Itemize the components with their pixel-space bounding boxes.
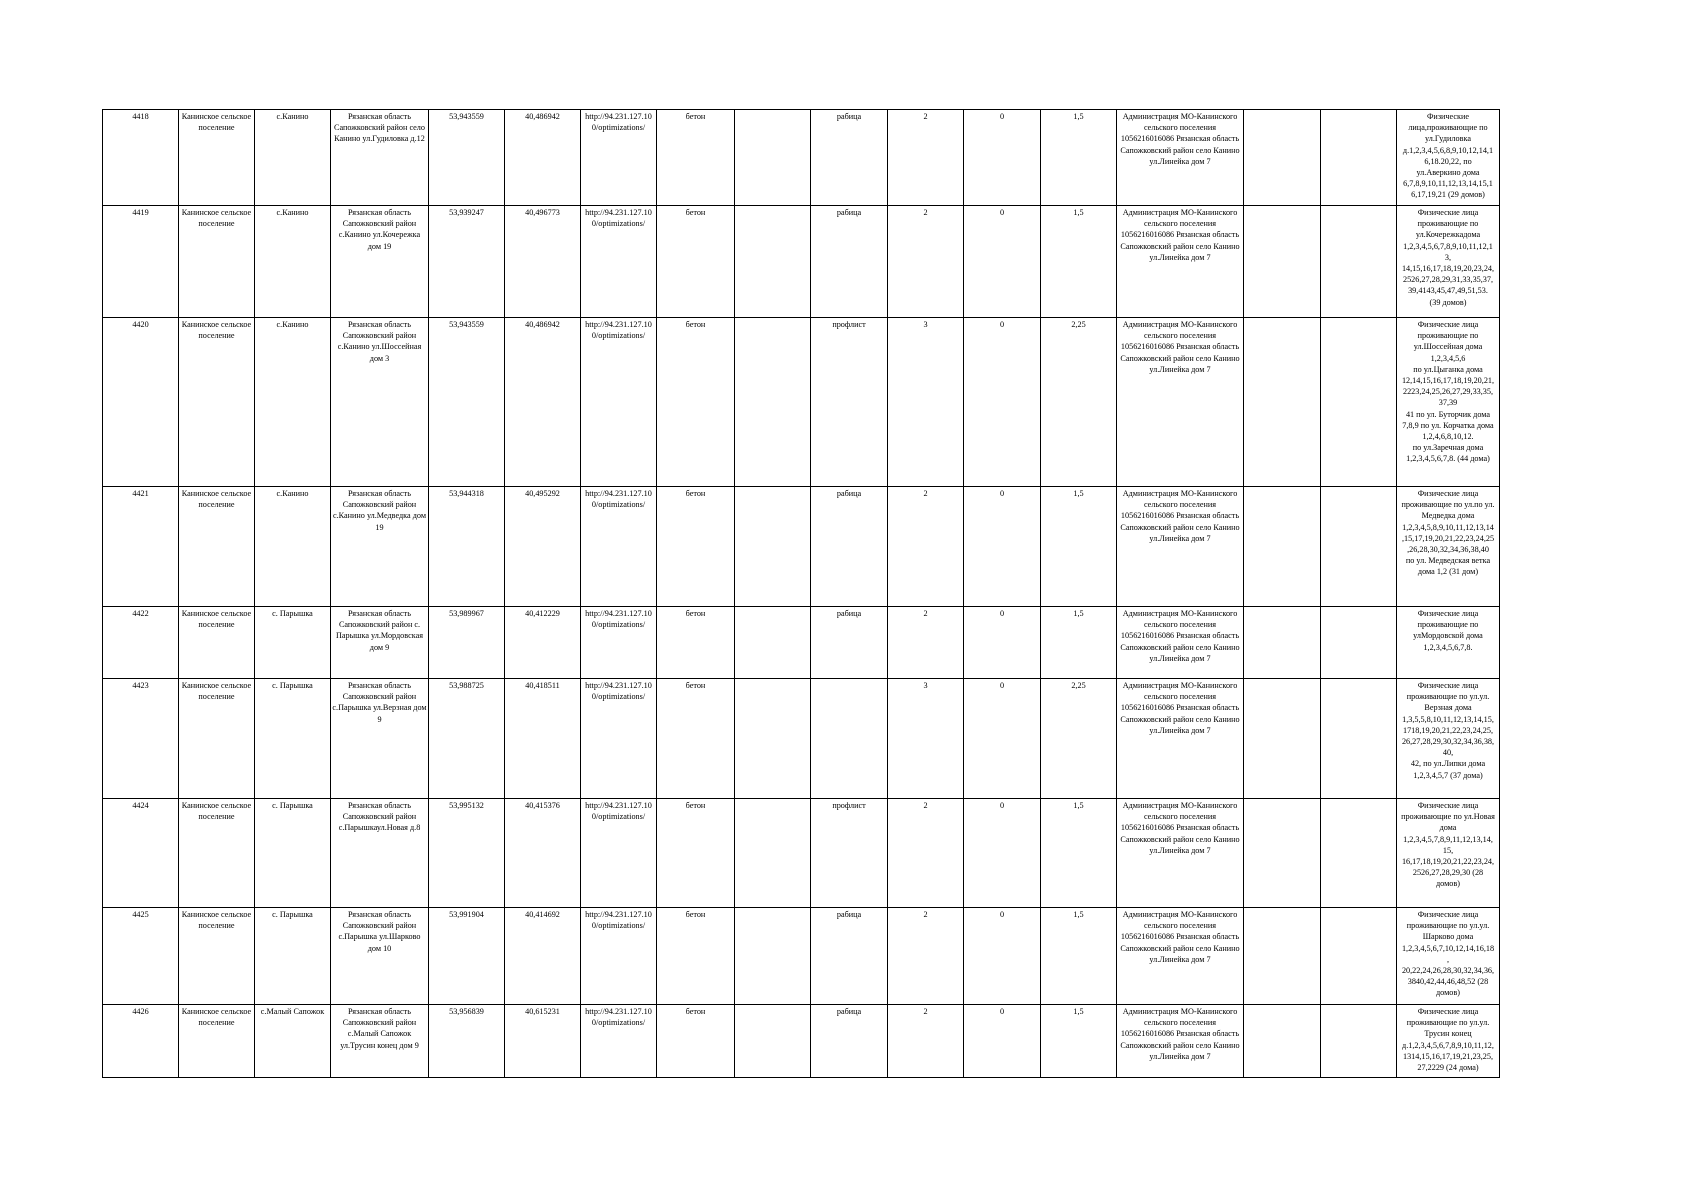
- empty-cell: [735, 799, 811, 908]
- owner-cell: Администрация МО-Канинского сельского поселения 1056216016086 Рязанская область Сапожковский район село Канино ул.Линейка дом 7: [1117, 1005, 1244, 1078]
- empty-cell: [735, 679, 811, 799]
- zero-cell: 0: [964, 110, 1041, 206]
- latitude-cell: 53,939247: [429, 206, 505, 318]
- container-sites-table: [102, 109, 1500, 1078]
- container-count-cell: 2: [888, 206, 964, 318]
- fence-material-cell: рабица: [811, 206, 888, 318]
- owner-cell: Администрация МО-Канинского сельского поселения 1056216016086 Рязанская область Сапожковский район село Канино ул.Линейка дом 7: [1117, 110, 1244, 206]
- row-number: 4418: [103, 110, 179, 206]
- fence-material-cell: профлист: [811, 799, 888, 908]
- served-residents-cell: Физические лица проживающие по ул.по ул. Медведка дома 1,2,3,4,5,8,9,10,11,12,13,14 ,15,17,19,20,21,22,23,24,25 ,26,28,30,32,34,36,38,40 по ул. Медведская ветка дома 1,2 (31 дом): [1397, 487, 1500, 607]
- empty-cell: [1244, 206, 1321, 318]
- volume-cell: 1,5: [1041, 799, 1117, 908]
- address-cell: Рязанская область Сапожковский район с.Парышка ул.Шарково дом 10: [331, 908, 429, 1005]
- url-cell: http://94.231.127.10 0/optimizations/: [581, 318, 657, 487]
- url-cell: http://94.231.127.10 0/optimizations/: [581, 679, 657, 799]
- container-count-cell: 2: [888, 487, 964, 607]
- surface-cell: бетон: [657, 110, 735, 206]
- fence-material-cell: рабица: [811, 1005, 888, 1078]
- settlement-cell: Канинское сельское поселение: [179, 908, 255, 1005]
- village-cell: с.Канино: [255, 206, 331, 318]
- surface-cell: бетон: [657, 908, 735, 1005]
- row-number: 4424: [103, 799, 179, 908]
- latitude-cell: 53,991904: [429, 908, 505, 1005]
- url-cell: http://94.231.127.10 0/optimizations/: [581, 607, 657, 679]
- latitude-cell: 53,943559: [429, 318, 505, 487]
- table-row: [103, 487, 1500, 607]
- address-cell: Рязанская область Сапожковский район с.Канино ул.Медведка дом 19: [331, 487, 429, 607]
- fence-material-cell: профлист: [811, 318, 888, 487]
- table-row: [103, 799, 1500, 908]
- longitude-cell: 40,418511: [505, 679, 581, 799]
- row-number: 4423: [103, 679, 179, 799]
- row-number: 4422: [103, 607, 179, 679]
- zero-cell: 0: [964, 607, 1041, 679]
- owner-cell: Администрация МО-Канинского сельского поселения 1056216016086 Рязанская область Сапожковский район село Канино ул.Линейка дом 7: [1117, 318, 1244, 487]
- url-cell: http://94.231.127.10 0/optimizations/: [581, 206, 657, 318]
- table-body: [103, 110, 1500, 1078]
- village-cell: с.Канино: [255, 487, 331, 607]
- settlement-cell: Канинское сельское поселение: [179, 206, 255, 318]
- volume-cell: 1,5: [1041, 1005, 1117, 1078]
- empty-cell: [1244, 110, 1321, 206]
- owner-cell: Администрация МО-Канинского сельского поселения 1056216016086 Рязанская область Сапожковский район село Канино ул.Линейка дом 7: [1117, 607, 1244, 679]
- row-number: 4426: [103, 1005, 179, 1078]
- empty-cell: [735, 206, 811, 318]
- surface-cell: бетон: [657, 1005, 735, 1078]
- volume-cell: 1,5: [1041, 607, 1117, 679]
- settlement-cell: Канинское сельское поселение: [179, 487, 255, 607]
- settlement-cell: Канинское сельское поселение: [179, 110, 255, 206]
- empty-cell: [1244, 318, 1321, 487]
- address-cell: Рязанская область Сапожковский район с.Парышка ул.Верзная дом 9: [331, 679, 429, 799]
- table-row: [103, 1005, 1500, 1078]
- zero-cell: 0: [964, 908, 1041, 1005]
- settlement-cell: Канинское сельское поселение: [179, 799, 255, 908]
- table-row: [103, 908, 1500, 1005]
- longitude-cell: 40,615231: [505, 1005, 581, 1078]
- empty-cell: [735, 607, 811, 679]
- container-count-cell: 3: [888, 679, 964, 799]
- empty-cell: [735, 487, 811, 607]
- address-cell: Рязанская область Сапожковский район с.Канино ул.Кочережка дом 19: [331, 206, 429, 318]
- empty-cell: [735, 110, 811, 206]
- table-row: [103, 318, 1500, 487]
- address-cell: Рязанская область Сапожковский район с.Канино ул.Шоссейная дом 3: [331, 318, 429, 487]
- table-row: [103, 206, 1500, 318]
- surface-cell: бетон: [657, 607, 735, 679]
- volume-cell: 1,5: [1041, 110, 1117, 206]
- owner-cell: Администрация МО-Канинского сельского поселения 1056216016086 Рязанская область Сапожковский район село Канино ул.Линейка дом 7: [1117, 799, 1244, 908]
- settlement-cell: Канинское сельское поселение: [179, 607, 255, 679]
- surface-cell: бетон: [657, 206, 735, 318]
- served-residents-cell: Физические лица проживающие по улМордовской дома 1,2,3,4,5,6,7,8.: [1397, 607, 1500, 679]
- empty-cell: [735, 1005, 811, 1078]
- longitude-cell: 40,495292: [505, 487, 581, 607]
- latitude-cell: 53,995132: [429, 799, 505, 908]
- registry-sheet: [102, 109, 1499, 1078]
- latitude-cell: 53,944318: [429, 487, 505, 607]
- row-number: 4420: [103, 318, 179, 487]
- empty-cell: [1244, 607, 1321, 679]
- latitude-cell: 53,943559: [429, 110, 505, 206]
- empty-cell: [1321, 607, 1397, 679]
- table-row: [103, 679, 1500, 799]
- address-cell: Рязанская область Сапожковский район с. Парышка ул.Мордовская дом 9: [331, 607, 429, 679]
- settlement-cell: Канинское сельское поселение: [179, 1005, 255, 1078]
- row-number: 4419: [103, 206, 179, 318]
- owner-cell: Администрация МО-Канинского сельского поселения 1056216016086 Рязанская область Сапожковский район село Канино ул.Линейка дом 7: [1117, 908, 1244, 1005]
- volume-cell: 2,25: [1041, 679, 1117, 799]
- surface-cell: бетон: [657, 679, 735, 799]
- empty-cell: [735, 318, 811, 487]
- latitude-cell: 53,989967: [429, 607, 505, 679]
- empty-cell: [1244, 908, 1321, 1005]
- fence-material-cell: рабица: [811, 110, 888, 206]
- zero-cell: 0: [964, 487, 1041, 607]
- empty-cell: [1321, 1005, 1397, 1078]
- table-row: [103, 607, 1500, 679]
- served-residents-cell: Физические лица проживающие по ул.Новая дома 1,2,3,4,5,7,8,9,11,12,13,14, 15, 16,17,18,19,20,21,22,23,24, 2526,27,28,29,30 (28 домов): [1397, 799, 1500, 908]
- container-count-cell: 2: [888, 110, 964, 206]
- volume-cell: 1,5: [1041, 206, 1117, 318]
- fence-material-cell: рабица: [811, 908, 888, 1005]
- address-cell: Рязанская область Сапожковский район село Канино ул.Гудиловка д.12: [331, 110, 429, 206]
- url-cell: http://94.231.127.10 0/optimizations/: [581, 487, 657, 607]
- zero-cell: 0: [964, 318, 1041, 487]
- fence-material-cell: [811, 679, 888, 799]
- village-cell: с. Парышка: [255, 799, 331, 908]
- village-cell: с.Канино: [255, 110, 331, 206]
- longitude-cell: 40,486942: [505, 110, 581, 206]
- url-cell: http://94.231.127.10 0/optimizations/: [581, 110, 657, 206]
- empty-cell: [1244, 799, 1321, 908]
- longitude-cell: 40,415376: [505, 799, 581, 908]
- container-count-cell: 2: [888, 908, 964, 1005]
- village-cell: с.Малый Сапожок: [255, 1005, 331, 1078]
- settlement-cell: Канинское сельское поселение: [179, 679, 255, 799]
- zero-cell: 0: [964, 1005, 1041, 1078]
- container-count-cell: 2: [888, 607, 964, 679]
- container-count-cell: 2: [888, 1005, 964, 1078]
- zero-cell: 0: [964, 799, 1041, 908]
- served-residents-cell: Физические лица проживающие по ул.ул. Трусин конец д.1,2,3,4,5,6,7,8,9,10,11,12, 1314,15,16,17,19,21,23,25, 27,2229 (24 дома): [1397, 1005, 1500, 1078]
- url-cell: http://94.231.127.10 0/optimizations/: [581, 1005, 657, 1078]
- served-residents-cell: Физические лица проживающие по ул.Шоссейная дома 1,2,3,4,5,6 по ул.Цыганка дома 12,14,15,16,17,18,19,20,21, 2223,24,25,26,27,29,33,35, 37,39 41 по ул. Буторчик дома 7,8,9 по ул. Корчатка дома 1,2,4,6,8,10,12. по ул.Заречная дома 1,2,3,4,5,6,7,8. (44 дома): [1397, 318, 1500, 487]
- empty-cell: [735, 908, 811, 1005]
- surface-cell: бетон: [657, 799, 735, 908]
- village-cell: с.Канино: [255, 318, 331, 487]
- served-residents-cell: Физические лица проживающие по ул.ул. Верзная дома 1,3,5,5,8,10,11,12,13,14,15, 1718,19,20,21,22,23,24,25, 26,27,28,29,30,32,34,36,38, 40, 42, по ул.Липки дома 1,2,3,4,5,7 (37 дома): [1397, 679, 1500, 799]
- volume-cell: 2,25: [1041, 318, 1117, 487]
- village-cell: с. Парышка: [255, 679, 331, 799]
- served-residents-cell: Физические лица проживающие по ул.Кочережкадома 1,2,3,4,5,6,7,8,9,10,11,12,1 3, 14,15,16,17,18,19,20,23,24, 2526,27,28,29,31,33,35,37, 39,4143,45,47,49,51,53. (39 домов): [1397, 206, 1500, 318]
- longitude-cell: 40,414692: [505, 908, 581, 1005]
- empty-cell: [1244, 1005, 1321, 1078]
- empty-cell: [1321, 908, 1397, 1005]
- served-residents-cell: Физические лица проживающие по ул.ул. Шарково дома 1,2,3,4,5,6,7,10,12,14,16,18 , 20,22,24,26,28,30,32,34,36, 3840,42,44,46,48,52 (28 домов): [1397, 908, 1500, 1005]
- empty-cell: [1244, 487, 1321, 607]
- address-cell: Рязанская область Сапожковский район с.Малый Сапожок ул.Трусин конец дом 9: [331, 1005, 429, 1078]
- row-number: 4421: [103, 487, 179, 607]
- empty-cell: [1321, 487, 1397, 607]
- longitude-cell: 40,496773: [505, 206, 581, 318]
- latitude-cell: 53,956839: [429, 1005, 505, 1078]
- fence-material-cell: рабица: [811, 487, 888, 607]
- owner-cell: Администрация МО-Канинского сельского поселения 1056216016086 Рязанская область Сапожковский район село Канино ул.Линейка дом 7: [1117, 487, 1244, 607]
- volume-cell: 1,5: [1041, 908, 1117, 1005]
- settlement-cell: Канинское сельское поселение: [179, 318, 255, 487]
- village-cell: с. Парышка: [255, 908, 331, 1005]
- surface-cell: бетон: [657, 487, 735, 607]
- empty-cell: [1321, 318, 1397, 487]
- zero-cell: 0: [964, 206, 1041, 318]
- container-count-cell: 3: [888, 318, 964, 487]
- url-cell: http://94.231.127.10 0/optimizations/: [581, 799, 657, 908]
- owner-cell: Администрация МО-Канинского сельского поселения 1056216016086 Рязанская область Сапожковский район село Канино ул.Линейка дом 7: [1117, 206, 1244, 318]
- empty-cell: [1321, 799, 1397, 908]
- empty-cell: [1321, 679, 1397, 799]
- village-cell: с. Парышка: [255, 607, 331, 679]
- empty-cell: [1321, 206, 1397, 318]
- latitude-cell: 53,988725: [429, 679, 505, 799]
- zero-cell: 0: [964, 679, 1041, 799]
- surface-cell: бетон: [657, 318, 735, 487]
- container-count-cell: 2: [888, 799, 964, 908]
- longitude-cell: 40,412229: [505, 607, 581, 679]
- empty-cell: [1321, 110, 1397, 206]
- served-residents-cell: Физические лица,проживающие по ул.Гудиловка д.1,2,3,4,5,6,8,9,10,12,14,1 6,18.20,22, по ул.Аверкино дома 6,7,8,9,10,11,12,13,14,15,1 6,17,19,21 (29 домов): [1397, 110, 1500, 206]
- longitude-cell: 40,486942: [505, 318, 581, 487]
- fence-material-cell: рабица: [811, 607, 888, 679]
- owner-cell: Администрация МО-Канинского сельского поселения 1056216016086 Рязанская область Сапожковский район село Канино ул.Линейка дом 7: [1117, 679, 1244, 799]
- address-cell: Рязанская область Сапожковский район с.Парышкаул.Новая д.8: [331, 799, 429, 908]
- empty-cell: [1244, 679, 1321, 799]
- volume-cell: 1,5: [1041, 487, 1117, 607]
- row-number: 4425: [103, 908, 179, 1005]
- url-cell: http://94.231.127.10 0/optimizations/: [581, 908, 657, 1005]
- table-row: [103, 110, 1500, 206]
